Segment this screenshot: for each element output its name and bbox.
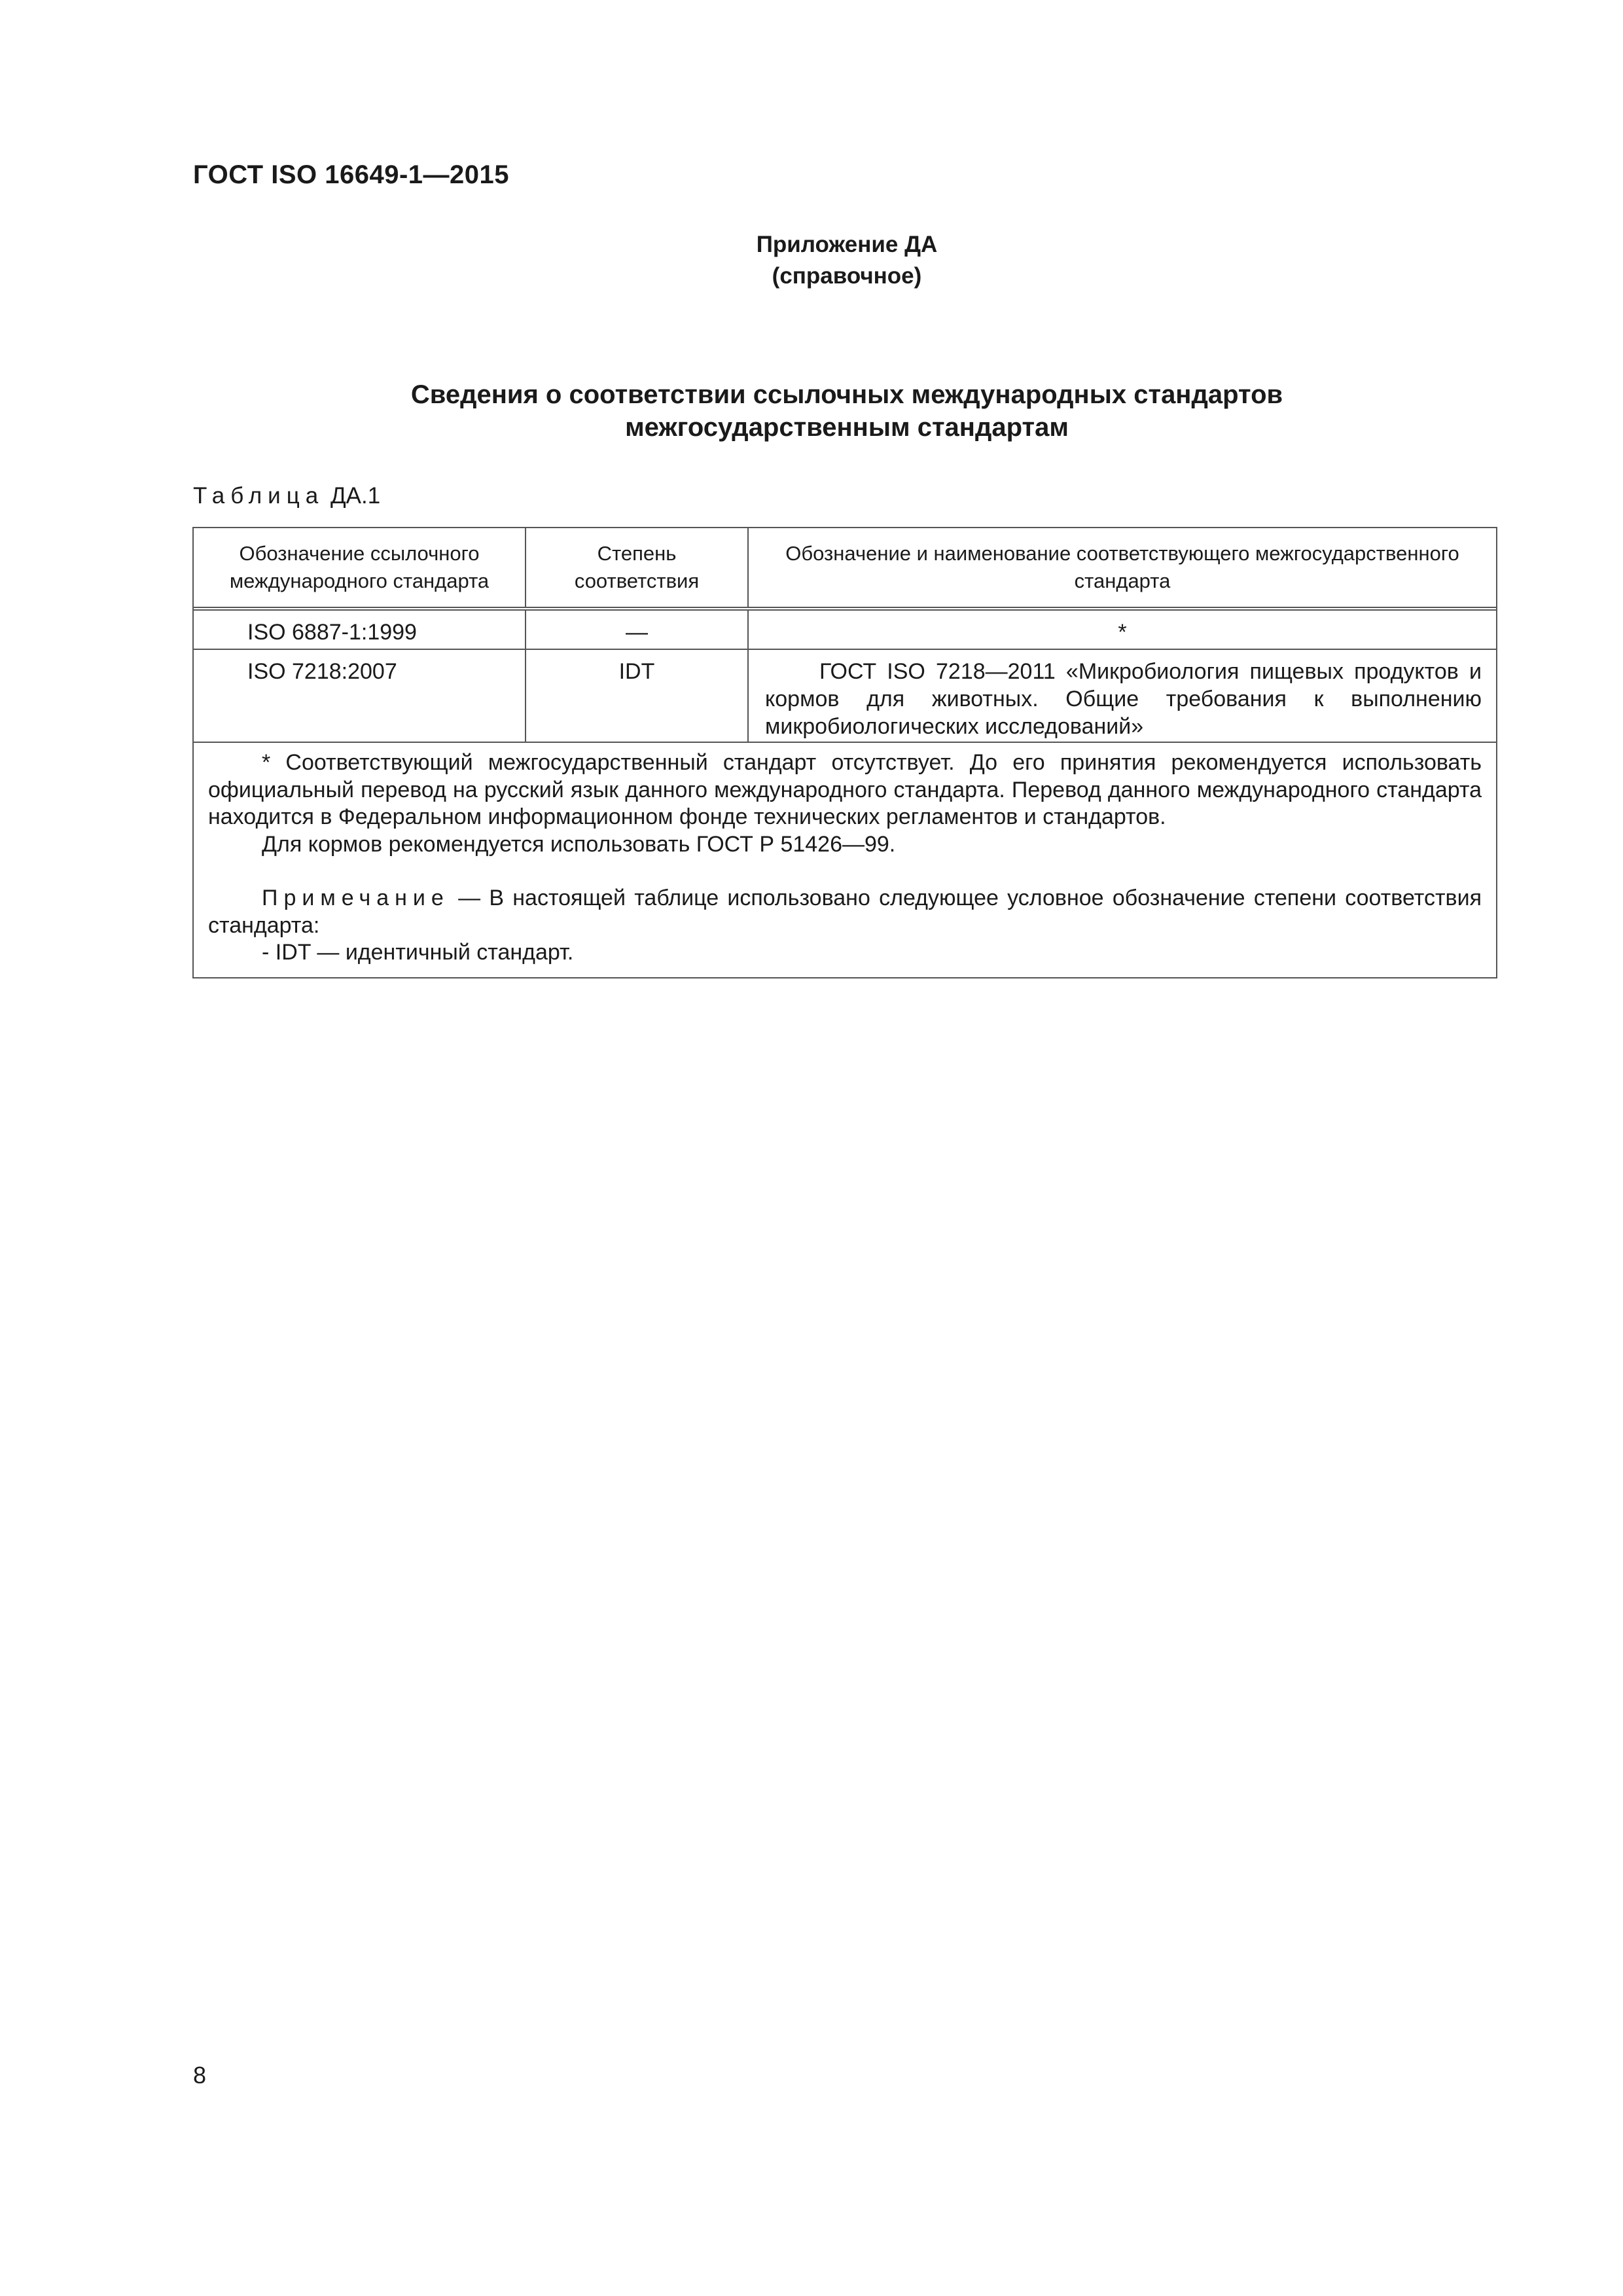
note-text: — В настоящей таблице использовано следующее условное обозначение степени соответствия стандарта: xyxy=(208,886,1482,938)
section-title-line-2: межгосударственным стандартам xyxy=(625,413,1069,442)
table-row xyxy=(194,611,1496,650)
standards-correspondence-table xyxy=(192,527,1497,978)
footnote-feed-text: Для кормов рекомендуется использовать ГОСТ Р 51426—99. xyxy=(262,831,896,857)
cell-intl-standard: ISO 6887-1:1999 xyxy=(194,611,526,649)
header-intl-standard: Обозначение ссылочного международного стандарта xyxy=(194,528,526,607)
table-header-row xyxy=(194,528,1496,611)
section-title-line-1: Сведения о соответствии ссылочных международных стандартов xyxy=(410,380,1283,409)
table-caption-number: ДА.1 xyxy=(330,483,381,509)
table-footnote xyxy=(194,743,1496,977)
section-title xyxy=(0,378,1623,444)
table-row xyxy=(194,650,1496,743)
cell-interstate-standard: * xyxy=(1118,620,1127,645)
cell-degree: — xyxy=(526,611,749,649)
footnote-text: * Соответствующий межгосударственный стандарт отсутствует. До его принятия рекомендуется использовать официальный перевод на русский язык данного международного стандарта. Перевод данного международного стандарта находится в Федеральном информационном фонде технических регламентов и стандартов. xyxy=(208,750,1482,829)
cell-degree: IDT xyxy=(526,650,749,742)
annex-title: Приложение ДА xyxy=(756,232,938,257)
header-interstate-standard: Обозначение и наименование соответствующего межгосударственного стандарта xyxy=(785,542,1459,592)
table-caption-label: Таблица xyxy=(193,483,325,509)
note-label: Примечание xyxy=(262,886,450,910)
cell-intl-standard: ISO 7218:2007 xyxy=(194,650,526,742)
table-caption xyxy=(193,483,380,509)
page-number: 8 xyxy=(193,2062,207,2089)
annex-type: (справочное) xyxy=(772,263,922,289)
document-code: ГОСТ ISO 16649-1—2015 xyxy=(193,160,509,189)
cell-interstate-standard: ГОСТ ISO 7218—2011 «Микробиология пищевых продуктов и кормов для животных. Общие требования к выполнению микробиологических исследований» xyxy=(765,659,1482,739)
table-note xyxy=(208,885,1482,939)
note-item: - IDT — идентичный стандарт. xyxy=(262,940,574,965)
annex-heading xyxy=(0,229,1623,292)
header-degree: Степень соответствия xyxy=(526,528,749,607)
